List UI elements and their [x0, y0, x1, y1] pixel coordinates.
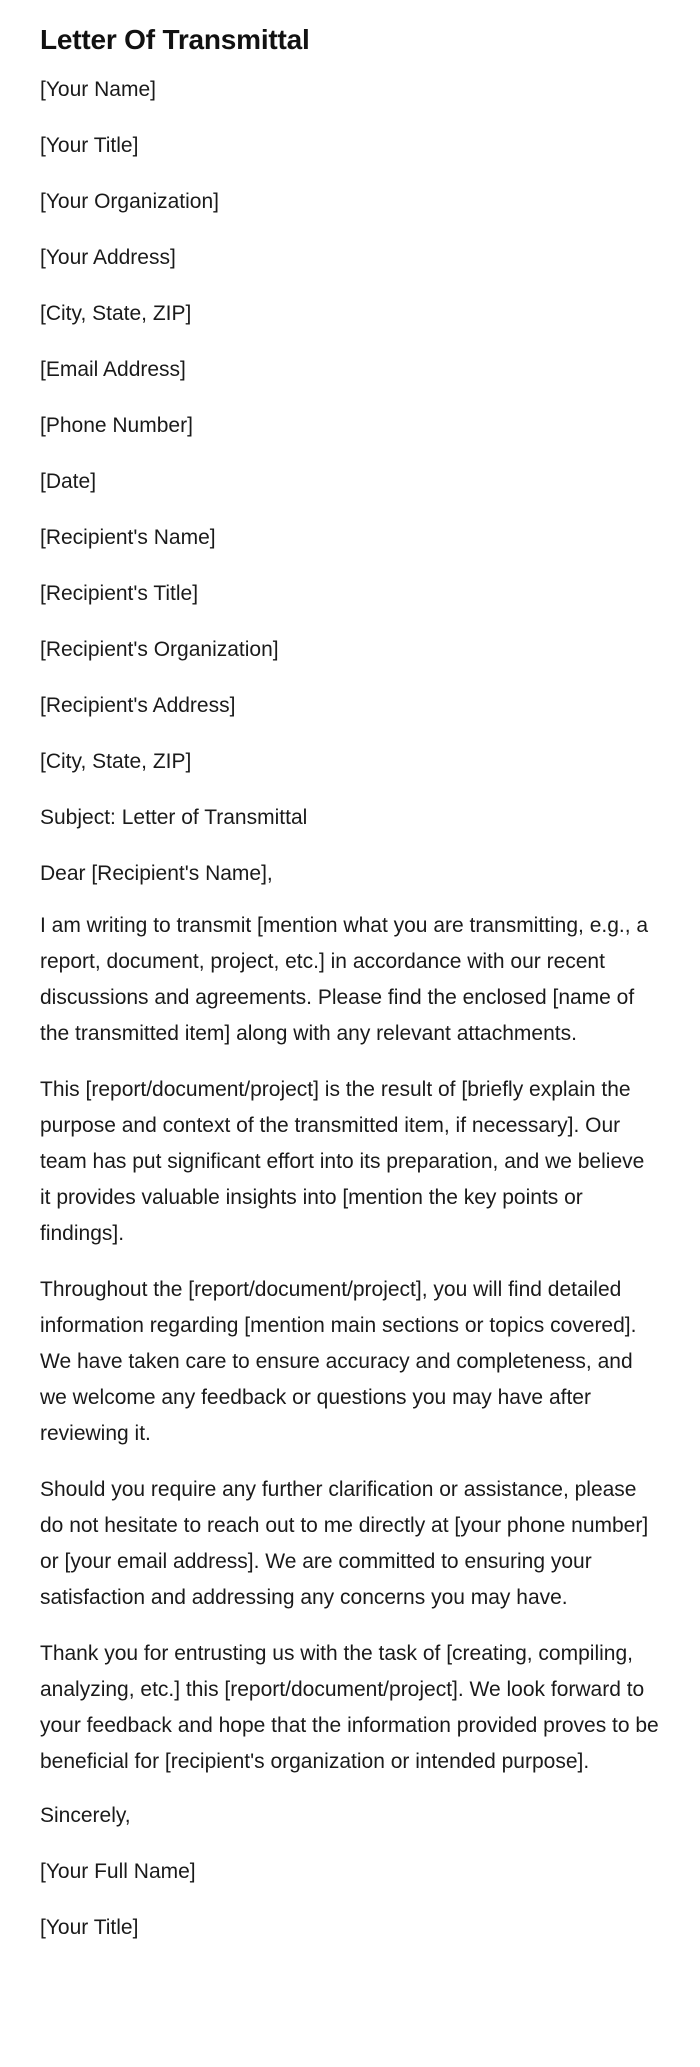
sender-organization: [Your Organization]: [40, 190, 220, 213]
sender-phone: [Phone Number]: [40, 414, 193, 437]
salutation: Dear [Recipient's Name],: [40, 862, 273, 885]
signature-name: [Your Full Name]: [40, 1860, 196, 1883]
recipient-address: [Recipient's Address]: [40, 694, 236, 717]
recipient-title: [Recipient's Title]: [40, 582, 199, 605]
signature-title: [Your Title]: [40, 1916, 139, 1939]
closing: Sincerely,: [40, 1804, 131, 1827]
sender-name: [Your Name]: [40, 78, 156, 101]
body-paragraph: I am writing to transmit [mention what you are transmitting, e.g., a report, document, project, etc.] in accordance with our recent discussions and agreements. Please find the enclosed [name of the transmitted item] along with any relevant attachments.: [40, 914, 649, 1045]
recipient-city-state-zip: [City, State, ZIP]: [40, 750, 192, 773]
body-paragraph: This [report/document/project] is the result of [briefly explain the purpose and context of the transmitted item, if necessary]. Our team has put significant effort into its preparation, and we believe it provides valuable insights into [mention the key points or findings].: [40, 1078, 645, 1245]
subject-line: Subject: Letter of Transmittal: [40, 806, 308, 829]
body-paragraph: Throughout the [report/document/project], you will find detailed information regarding [mention main sections or topics covered]. We have taken care to ensure accuracy and completeness, and we welcome any feedback or questions you may have after reviewing it.: [40, 1278, 637, 1445]
body-paragraph: Thank you for entrusting us with the task of [creating, compiling, analyzing, etc.] this [report/document/project]. We look forward to your feedback and hope that the information provided proves to be beneficial for [recipient's organization or intended purpose].: [40, 1642, 659, 1773]
recipient-organization: [Recipient's Organization]: [40, 638, 279, 661]
sender-email: [Email Address]: [40, 358, 186, 381]
sender-title: [Your Title]: [40, 134, 139, 157]
sender-city-state-zip: [City, State, ZIP]: [40, 302, 192, 325]
page-title: Letter Of Transmittal: [40, 24, 310, 55]
body-paragraph: Should you require any further clarification or assistance, please do not hesitate to reach out to me directly at [your phone number] or [your email address]. We are committed to ensuring your satisfaction and addressing any concerns you may have.: [40, 1478, 649, 1609]
recipient-name: [Recipient's Name]: [40, 526, 216, 549]
letter-date: [Date]: [40, 470, 97, 493]
sender-address: [Your Address]: [40, 246, 176, 269]
